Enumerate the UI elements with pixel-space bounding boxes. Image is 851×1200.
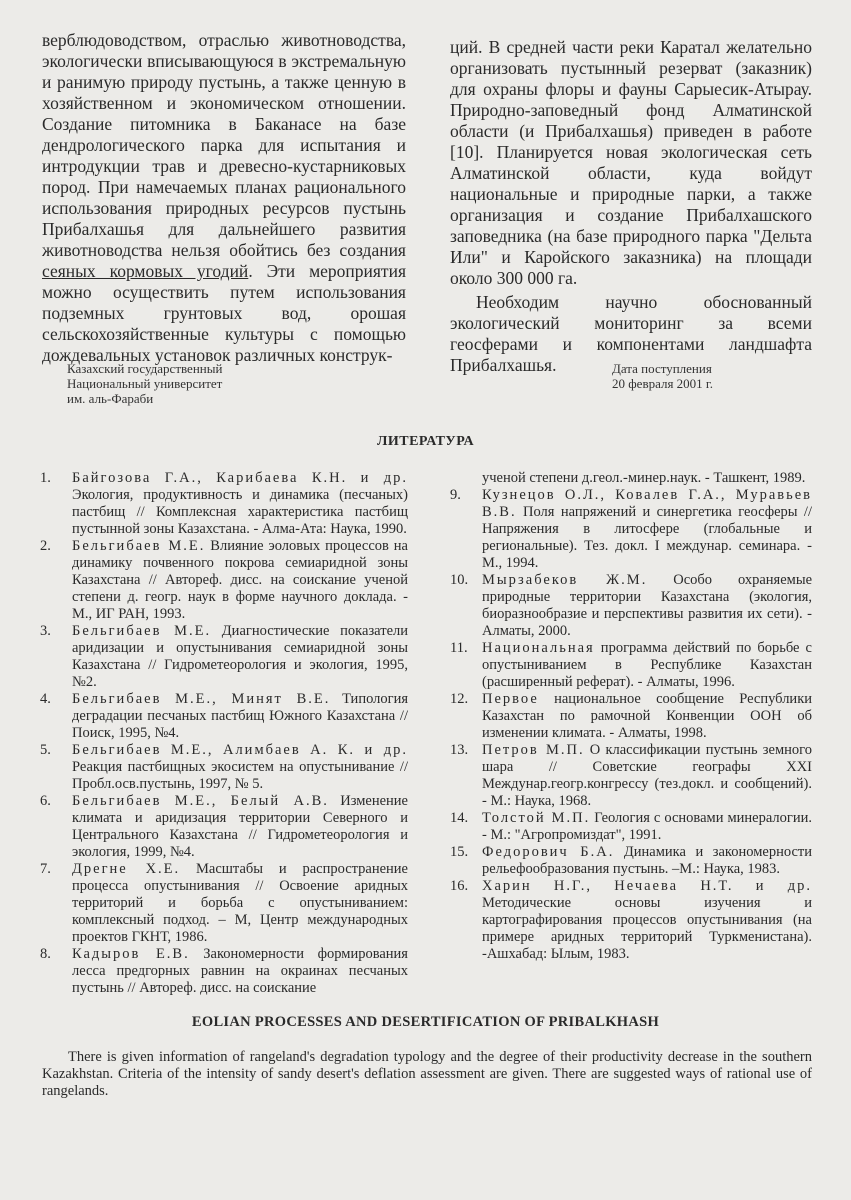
reference-number: 13. xyxy=(450,742,469,758)
reference-text xyxy=(482,691,812,742)
reference-body: ученой степени д.геол.-минер.наук. - Ташкент, 1989. xyxy=(482,470,806,486)
reference-authors: Дрегне Х.Е. xyxy=(72,861,181,877)
received-value: 20 февраля 2001 г. xyxy=(612,376,714,391)
reference-authors: Первое xyxy=(482,691,539,707)
reference-item xyxy=(450,878,812,963)
reference-body: Влияние эоловых процессов на динамику почвенного покрова семиаридной зоны Казахстана // Автореф. дисс. на соискание ученой степени д. геогр. наук в форме научного доклада. - М., ИГ РАН, 1993. xyxy=(72,538,408,622)
reference-body: Масштабы и распространение процесса опустынивания // Освоение аридных территорий и борьба с опустыниванием: комплексный подход. – М, Центр международных проектов ГКНТ, 1986. xyxy=(72,861,408,945)
reference-authors: Байгозова Г.А., Карибаева К.Н. и др. xyxy=(72,470,408,486)
reference-number: 4. xyxy=(40,691,51,707)
reference-item xyxy=(40,623,408,691)
reference-body: Изменение климата и аридизация территории Северного и Центрального Казахстана // Гидрометеорология и экология, 1999, №4. xyxy=(72,793,408,860)
underlined-term: сеяных кормовых угодий xyxy=(42,261,249,281)
references-heading: ЛИТЕРАТУРА xyxy=(376,434,475,449)
received-date xyxy=(612,361,812,391)
reference-number: 14. xyxy=(450,810,469,826)
reference-number xyxy=(450,470,482,487)
reference-body: Методические основы изучения и картографирования процессов опустынивания (на примере аридных территорий Туркменистана). -Ашхабад: Ылым, 1983. xyxy=(482,895,812,962)
reference-item xyxy=(450,742,812,810)
reference-number: 15. xyxy=(450,844,469,860)
reference-authors: Бельгибаев М.Е. xyxy=(72,623,212,639)
reference-item xyxy=(40,691,408,742)
reference-body: Диагностические показатели аридизации и опустынивания семиаридной зоны Казахстана // Гидрометеорология и экология, 1995, №2. xyxy=(72,623,409,690)
affiliation-line: Национальный университет xyxy=(67,376,223,391)
reference-item xyxy=(450,691,812,742)
reference-body: Закономерности формирования лесса предгорных равнин на окраинах песчаных пустынь // Автореф. дисс. на соискание xyxy=(72,946,408,996)
reference-text xyxy=(72,742,408,793)
reference-authors: Федорович Б.А. xyxy=(482,844,615,860)
reference-authors: Харин Н.Г., Нечаева Н.Т. и др. xyxy=(482,878,812,894)
reference-authors: Бельгибаев М.Е., Белый А.В. xyxy=(72,793,329,809)
reference-item xyxy=(40,793,408,861)
reference-body: Геология с основами минералогии. - М.: "Агропромиздат", 1991. xyxy=(482,810,812,843)
author-affiliation xyxy=(67,361,327,406)
reference-authors: Бельгибаев М.Е., Минят В.Е. xyxy=(72,691,331,707)
reference-body: Реакция пастбищных экосистем на опустынивание // Пробл.осв.пустынь, 1997, № 5. xyxy=(72,759,408,792)
reference-item xyxy=(40,538,408,623)
reference-number: 5. xyxy=(40,742,51,758)
reference-item xyxy=(450,572,812,640)
reference-authors: Национальная xyxy=(482,640,595,656)
reference-text xyxy=(72,691,408,742)
reference-authors: Кадыров Е.В. xyxy=(72,946,190,962)
reference-body: О классификации пустынь земного шара // Советские географы XXI Междунар.геогр.конгрессу (тез.докл. и сообщений). - М.: Наука, 1968. xyxy=(482,742,812,809)
reference-authors: Бельгибаев М.Е. xyxy=(72,538,206,554)
reference-authors: Толстой М.П. xyxy=(482,810,591,826)
english-title: EOLIAN PROCESSES AND DESERTIFICATION OF PRIBALKHASH xyxy=(191,1014,660,1030)
reference-body: национальное сообщение Республики Казахстан по рамочной Конвенции ООН об изменении климата. - Алматы, 1998. xyxy=(482,691,812,741)
reference-text xyxy=(482,470,812,487)
left-text-end: . Эти мероприятия можно осуществить путем использования подземных грунтовых вод, орошая сельскохозяйственные культуры с помощью дождевальных установок различных конструк- xyxy=(42,261,406,365)
received-label: Дата поступления xyxy=(612,361,712,376)
right-paragraph-1: ций. В средней части реки Каратал желательно организовать пустынный резерват (заказник) для охраны флоры и фауны Сарыесик-Атырау. Природно-заповедный фонд Алматинской области (и Прибалхашья) приведен в работе [10]. Планируется новая экологическая сеть Алматинской области, куда войдут национальные и природные парки, а также организация и создание Прибалхашского заповедника (на базе природного парка "Дельта Или" и Каройского заказника) на площади около 300 000 га. xyxy=(450,37,812,288)
reference-number: 2. xyxy=(40,538,51,554)
reference-number: 8. xyxy=(40,946,51,962)
reference-number: 1. xyxy=(40,470,51,486)
reference-number: 7. xyxy=(40,861,51,877)
reference-item xyxy=(40,946,408,997)
reference-body: Типология деградации песчаных пастбищ Южного Казахстана // Поиск, 1995, №4. xyxy=(72,691,408,741)
reference-authors: Кузнецов О.Л., Ковалев Г.А., Муравьев В.В. xyxy=(482,487,812,520)
reference-number: 12. xyxy=(450,691,469,707)
reference-body: Динамика и закономерности рельефообразования пустынь. –М.: Наука, 1983. xyxy=(482,844,812,877)
reference-text xyxy=(72,793,408,861)
reference-text xyxy=(482,878,812,963)
reference-text xyxy=(482,487,812,572)
reference-number: 6. xyxy=(40,793,51,809)
reference-body: Экология, продуктивность и динамика (песчаных) пастбищ // Комплексная характеристика пастбищ пустынной зоны Казахстана. - Алма-Ата: Наука, 1990. xyxy=(72,487,408,537)
reference-authors: Мырзабеков Ж.М. xyxy=(482,572,648,588)
right-paragraph-2: Необходим научно обоснованный экологический мониторинг за всеми геосферами и компонентами ландшафта Прибалхашья. xyxy=(450,292,812,375)
english-abstract: There is given information of rangeland's degradation typology and the degree of their productivity decrease in the southern Kazakhstan. Criteria of the intensity of sandy desert's deflation assessment are given. There are suggested ways of rational use of rangelands. xyxy=(42,1049,812,1099)
reference-text xyxy=(482,844,812,878)
reference-text xyxy=(482,810,812,844)
reference-item xyxy=(40,470,408,538)
reference-body: Поля напряжений и синергетика геосферы // Напряжения в литосфере (глобальные и региональные). Тез. докл. I междунар. семинара. - М., 1994. xyxy=(482,504,812,571)
reference-text xyxy=(72,538,408,623)
reference-item xyxy=(450,470,812,487)
reference-number: 11. xyxy=(450,640,468,656)
reference-body: Особо охраняемые природные территории Казахстана (экология, биоразнообразие и перспективы развития их сети). - Алматы, 2000. xyxy=(482,572,813,639)
affiliation-line: Казахский государственный xyxy=(67,361,223,376)
reference-text xyxy=(72,861,408,946)
reference-text xyxy=(72,623,408,691)
references-list-right xyxy=(450,470,812,963)
left-text-column xyxy=(42,30,406,366)
right-text-column xyxy=(450,37,812,376)
left-column-paragraph xyxy=(42,30,406,366)
reference-number: 3. xyxy=(40,623,51,639)
reference-item xyxy=(450,810,812,844)
reference-text xyxy=(482,742,812,810)
reference-number: 10. xyxy=(450,572,469,588)
reference-item xyxy=(40,861,408,946)
reference-item xyxy=(40,742,408,793)
references-list-left xyxy=(40,470,408,997)
reference-item xyxy=(450,844,812,878)
left-text-start: верблюдоводством, отраслью животноводства, экологически вписывающуюся в экстремальную и ранимую природу пустынь, а также ценную в хозяйственном и экономическом отношении. Создание питомника в Баканасе на базе дендрологического парка для испытания и интродукции трав и древесно-кустарниковых пород. При намечаемых планах рационального использования природных ресурсов пустынь Прибалхашья для дальнейшего развития животноводства нельзя обойтись без создания xyxy=(42,30,406,260)
reference-text xyxy=(72,946,408,997)
reference-text xyxy=(482,640,812,691)
reference-text xyxy=(72,470,408,538)
reference-number: 9. xyxy=(450,487,461,503)
affiliation-line: им. аль-Фараби xyxy=(67,391,154,406)
reference-number: 16. xyxy=(450,878,469,894)
reference-item xyxy=(450,487,812,572)
reference-text xyxy=(482,572,812,640)
reference-item xyxy=(450,640,812,691)
reference-authors: Петров М.П. xyxy=(482,742,585,758)
reference-authors: Бельгибаев М.Е., Алимбаев А. К. и др. xyxy=(72,742,408,758)
reference-body: программа действий по борьбе с опустыниванием в Республике Казахстан (расширенный реферат). - Алматы, 1996. xyxy=(482,640,812,690)
